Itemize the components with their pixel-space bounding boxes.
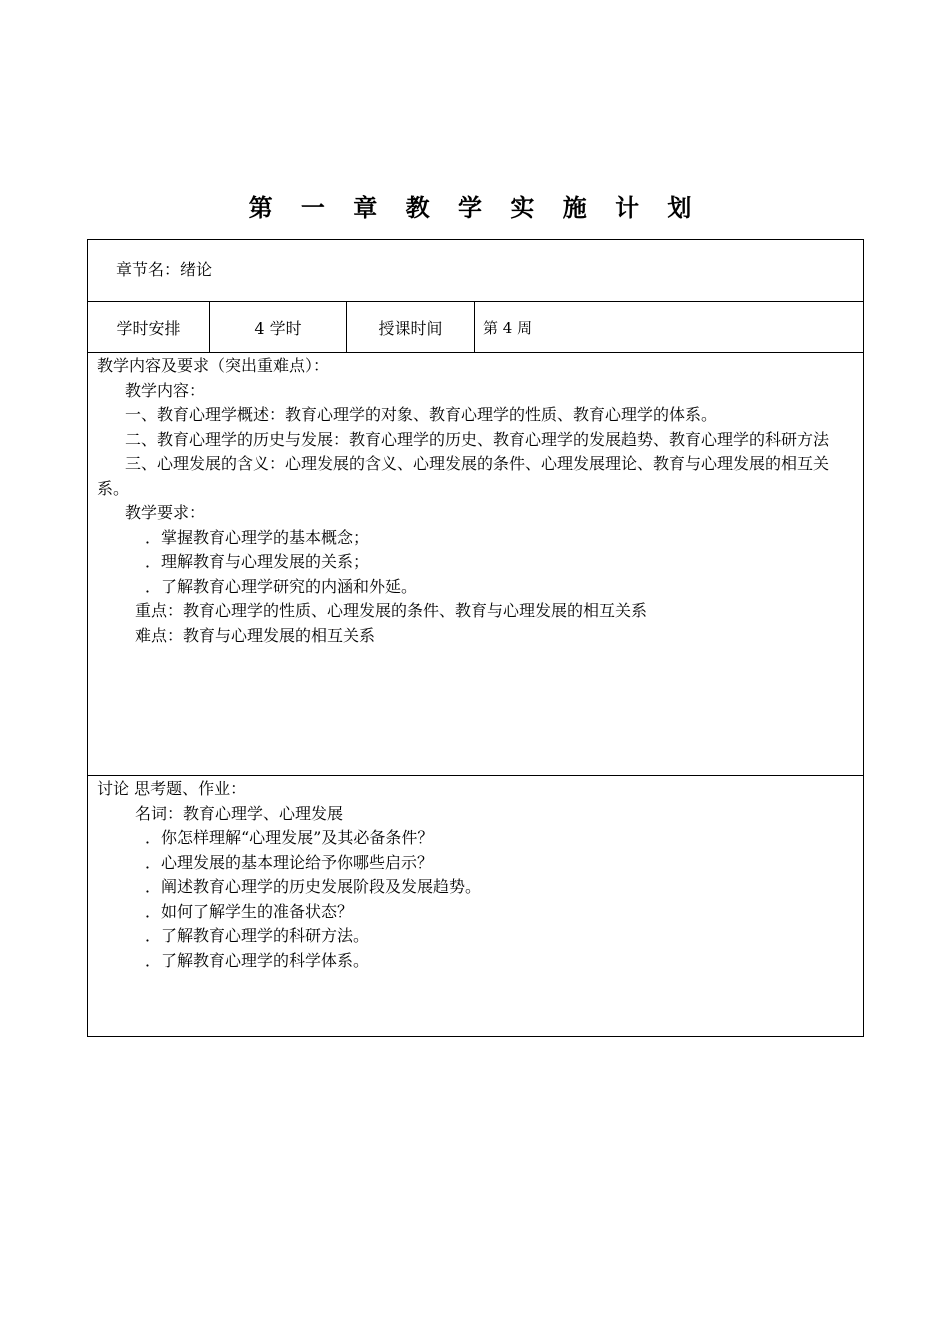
chapter-row (88, 240, 863, 302)
time-value: 第 4 周 (483, 318, 533, 337)
content-item: 三、心理发展的含义：心理发展的含义、心理发展的条件、心理发展理论、教育与心理发展的相互关系。 (97, 454, 830, 498)
content-heading: 教学内容及要求（突出重难点）： (97, 356, 330, 375)
content-sub-heading: 教学内容： (125, 380, 206, 400)
question-item: ．你怎样理解“心理发展”及其必备条件？ (145, 828, 434, 847)
content-item: 二、教育心理学的历史与发展：教育心理学的历史、教育心理学的发展趋势、教育心理学的科研方法 (125, 429, 830, 449)
chapter-name: 章节名：绪论 (116, 260, 213, 279)
discussion-text (97, 777, 857, 973)
discussion-heading: 讨论 思考题、作业： (97, 779, 247, 798)
page-title: 第 一 章 教 学 实 施 计 划 (248, 194, 702, 222)
discussion-row (88, 776, 863, 1036)
schedule-row (88, 302, 863, 353)
hours-label: 学时安排 (88, 302, 210, 352)
question-item: ．如何了解学生的准备状态？ (145, 901, 354, 921)
teaching-plan-table (87, 239, 864, 1037)
requirement-item: ．了解教育心理学研究的内涵和外延。 (145, 576, 418, 596)
question-item: ．了解教育心理学的科学体系。 (145, 950, 370, 970)
content-row (88, 353, 863, 776)
content-item: 一、教育心理学概述：教育心理学的对象、教育心理学的性质、教育心理学的体系。 (125, 405, 718, 424)
question-item: ．心理发展的基本理论给予你哪些启示？ (145, 852, 434, 872)
key-points: 重点：教育心理学的性质、心理发展的条件、教育与心理发展的相互关系 (135, 601, 648, 620)
requirements-heading: 教学要求： (125, 503, 206, 522)
content-text (97, 354, 857, 648)
difficult-points: 难点：教育与心理发展的相互关系 (135, 625, 376, 645)
question-item: ．了解教育心理学的科研方法。 (145, 926, 370, 945)
requirement-item: ．理解教育与心理发展的关系； (145, 552, 370, 571)
discussion-terms: 名词：教育心理学、心理发展 (135, 803, 344, 823)
time-label: 授课时间 (347, 302, 475, 352)
hours-value: 4 学时 (210, 302, 347, 352)
requirement-item: ．掌握教育心理学的基本概念； (145, 527, 370, 547)
question-item: ．阐述教育心理学的历史发展阶段及发展趋势。 (145, 877, 482, 896)
